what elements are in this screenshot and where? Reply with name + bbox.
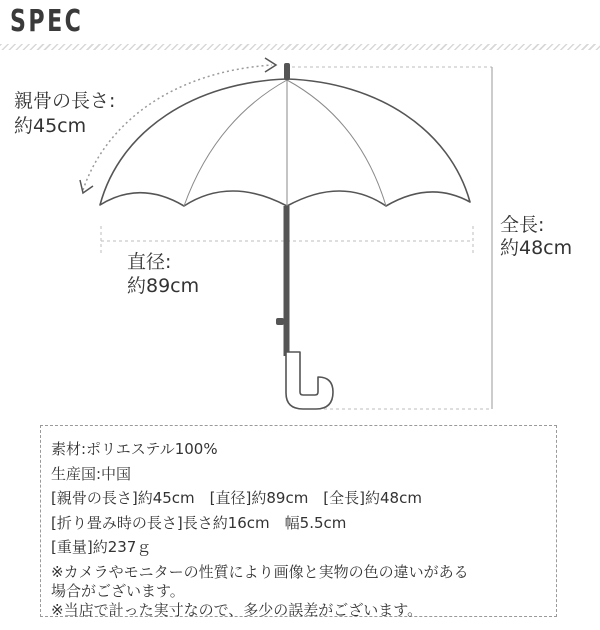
weight-line: [重量]約237ｇ	[51, 538, 152, 556]
color-note-line-2: 場合がございます。	[51, 581, 185, 600]
page-title: SPEC	[10, 4, 84, 39]
umbrella-tip	[284, 63, 290, 80]
color-note-line-1: ※カメラやモニターの性質により画像と実物の色の違いがある	[51, 562, 469, 581]
sizes-line: [親骨の長さ]約45cm [直径]約89cm [全長]約48cm	[51, 489, 422, 507]
folded-size-line: [折り畳み時の長さ]長さ約16cm 幅5.5cm	[51, 513, 347, 532]
umbrella-shaft	[284, 206, 290, 356]
total-length-label: 全長:	[500, 214, 545, 236]
umbrella-handle	[286, 352, 333, 409]
rib-length-value: 約45cm	[14, 115, 87, 137]
umbrella-canopy	[100, 79, 470, 206]
measurement-note-line: ※当店で計った実寸なので、多少の誤差がございます。	[51, 600, 423, 619]
spec-box	[40, 425, 557, 617]
rib-length-label: 親骨の長さ:	[14, 90, 116, 112]
origin-line: 生産国:中国	[51, 464, 132, 483]
diameter-value: 約89cm	[127, 275, 200, 297]
material-line: 素材:ポリエステル100%	[51, 440, 218, 458]
umbrella-button	[276, 318, 284, 325]
total-length-value: 約48cm	[500, 237, 573, 259]
diameter-label: 直径:	[127, 251, 172, 273]
